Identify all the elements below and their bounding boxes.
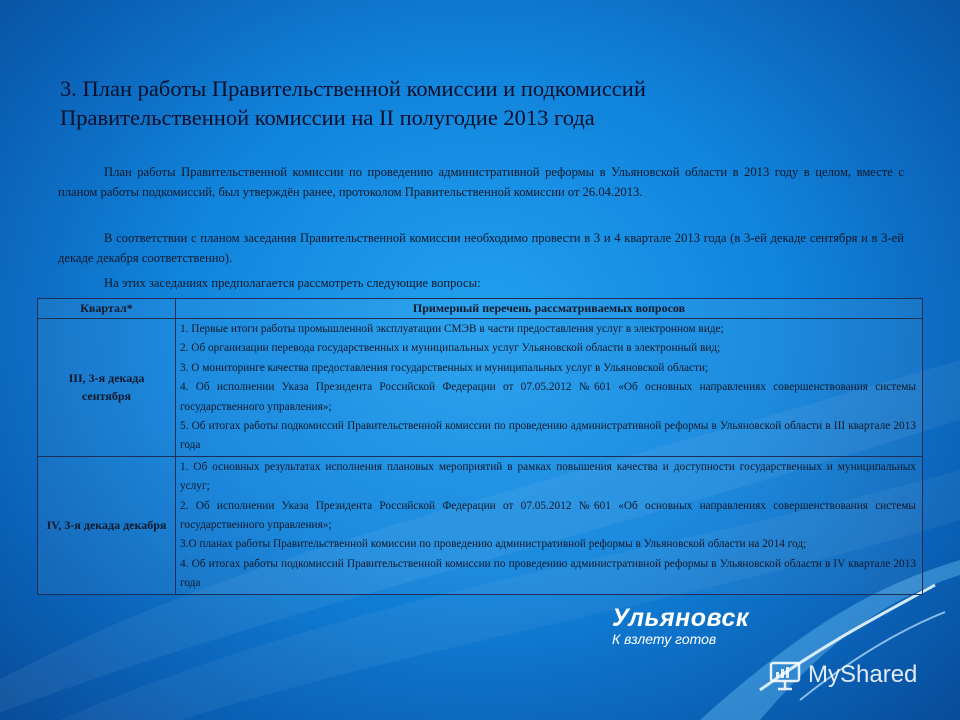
issue-item: 2. Об исполнении Указа Президента Российской Федерации от 07.05.2012 №601 «Об основных направлениях совершенствования системы государственного управления»;: [180, 499, 916, 532]
issues-cell: [176, 319, 923, 457]
quarter-cell: III, 3-я декада сентября: [38, 319, 176, 457]
presentation-board-icon: [768, 658, 802, 692]
issue-item: 1. Об основных результатах исполнения плановых мероприятий в рамках повышения качества и доступности государственных и муниципальных услуг;: [180, 460, 916, 493]
table-row: [38, 456, 923, 594]
issue-item: 2. Об организации перевода государственных и муниципальных услуг Ульяновской области в электронный вид;: [180, 342, 721, 355]
issue-item: 3. О мониторинге качества предоставления государственных и муниципальных услуг в Ульяновской области;: [180, 361, 709, 374]
city-logo: [612, 604, 749, 647]
slide-title-line2: Правительственной комиссии на II полугодие 2013 года: [60, 105, 595, 130]
watermark-text: MyShared: [808, 661, 918, 688]
city-slogan: К взлету готов: [612, 631, 717, 647]
issue-item: 5. Об итогах работы подкомиссий Правительственной комиссии по проведению административной реформы в Ульяновской области в III квартале 2013 года: [180, 420, 916, 452]
issue-item: 4. Об итогах работы подкомиссий Правительственной комиссии по проведению административной реформы в Ульяновской области в IV квартале 2013 года: [180, 557, 916, 590]
issue-item: 3.О планах работы Правительственной комиссии по проведению административной реформы в Ульяновской области на 2014 год;: [180, 538, 807, 551]
issue-item: 4. Об исполнении Указа Президента Российской Федерации от 07.05.2012 №601 «Об основных направлениях совершенствования системы государственного управления»;: [180, 381, 916, 413]
table-header-row: [38, 299, 923, 319]
issues-cell: [176, 456, 923, 594]
plan-table: [37, 298, 923, 595]
header-quarter: Квартал*: [38, 299, 176, 319]
slide-title-line1: 3. План работы Правительственной комиссии и подкомиссий: [60, 76, 646, 101]
header-issues: Примерный перечень рассматриваемых вопросов: [176, 299, 923, 319]
issue-item: 1. Первые итоги работы промышленной эксплуатации СМЭВ в части предоставления услуг в электронном виде;: [180, 323, 724, 335]
slide-title: [60, 74, 860, 132]
table-row: [38, 319, 923, 457]
agenda-lead-paragraph: На этих заседаниях предполагается рассмотреть следующие вопросы:: [104, 276, 481, 290]
schedule-paragraph: В соответствии с планом заседания Правительственной комиссии необходимо провести в 3 и 4 квартале 2013 года (в 3-ей декаде сентября и в 3-ей декаде декабря соответственно).: [58, 231, 904, 265]
myshared-watermark: [768, 658, 917, 692]
intro-paragraph: План работы Правительственной комиссии по проведению административной реформы в Ульяновской области в 2013 году в целом, вместе с планом работы подкомиссий, был утверждён ранее, протоколом Правительственной комиссии от 26.04.2013.: [58, 165, 904, 199]
quarter-cell: IV, 3-я декада декабря: [38, 456, 176, 594]
city-name: Ульяновск: [612, 604, 750, 632]
